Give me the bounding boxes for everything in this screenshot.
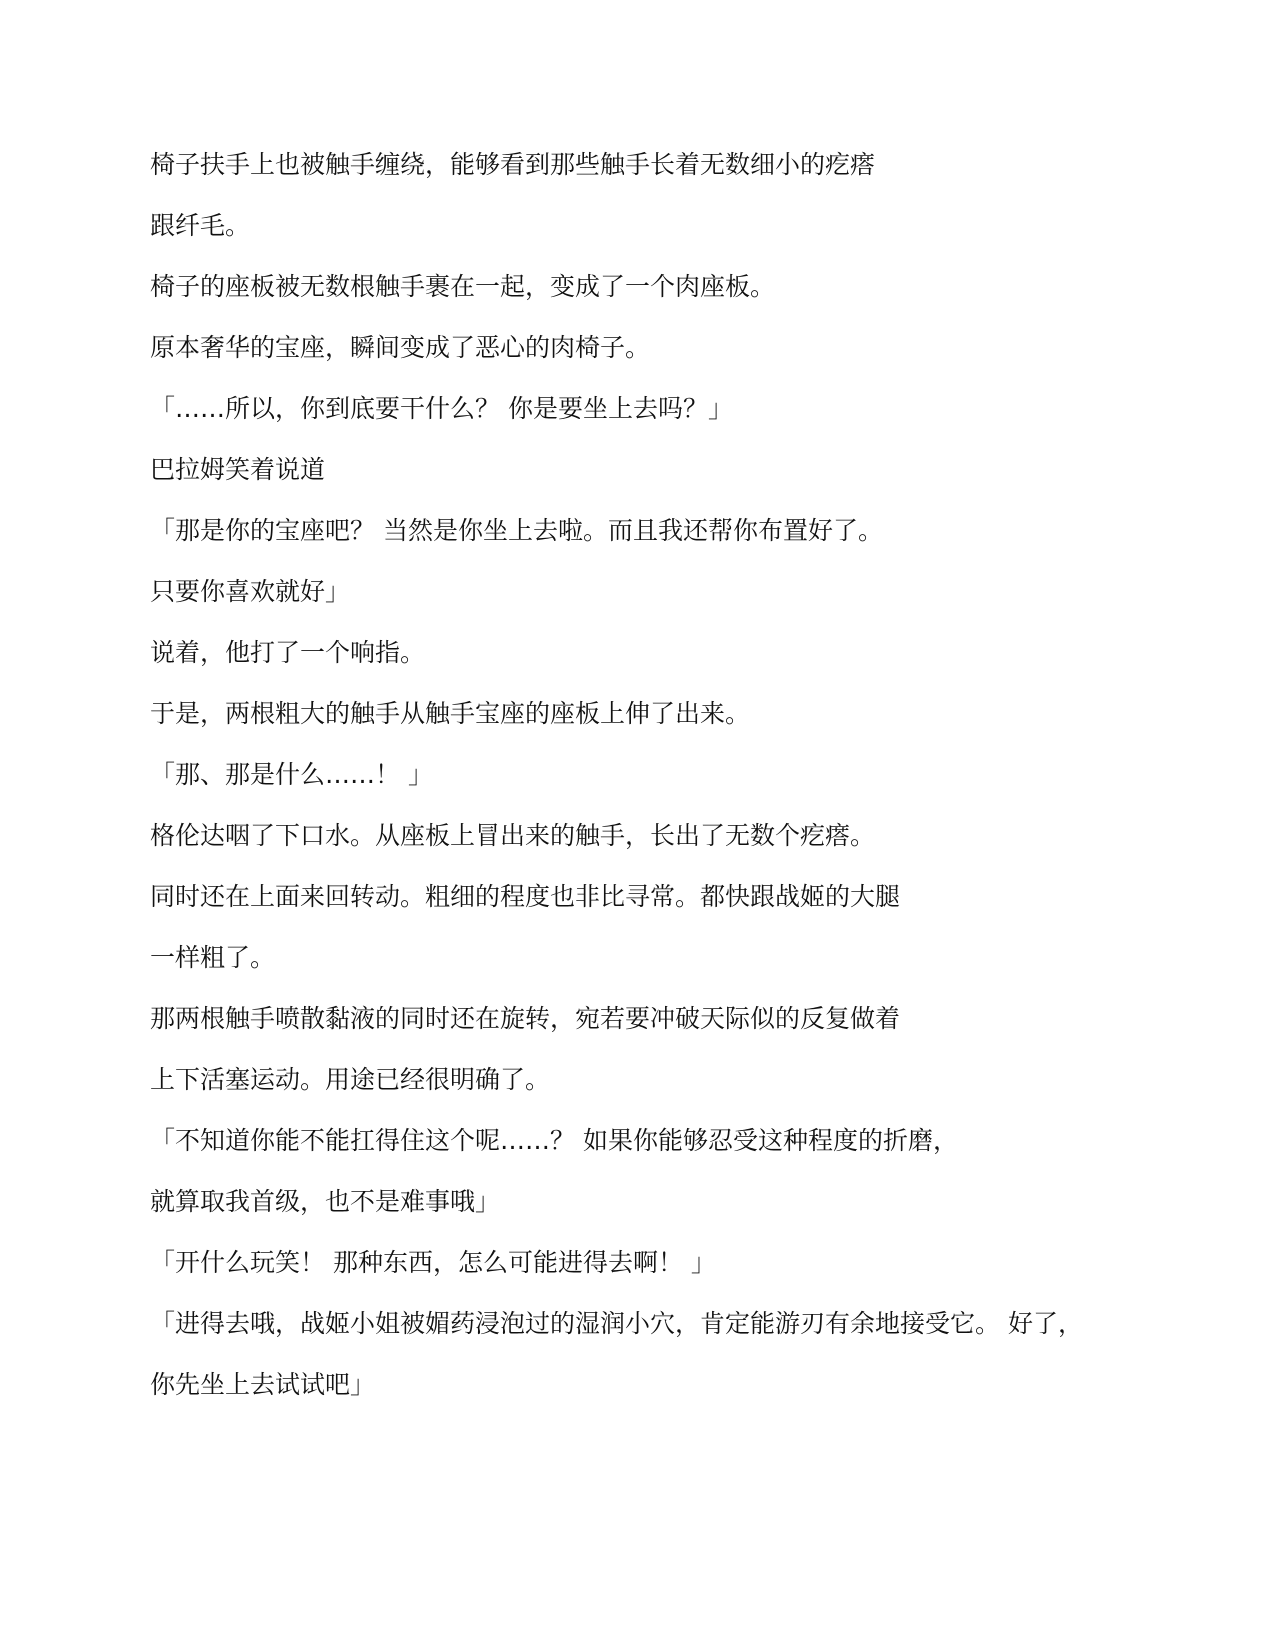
paragraph: 只要你喜欢就好」 bbox=[150, 577, 351, 606]
paragraph: 椅子的座板被无数根触手裹在一起，变成了一个肉座板。 bbox=[150, 272, 776, 301]
paragraph: 椅子扶手上也被触手缠绕，能够看到那些触手长着无数细小的疙瘩 bbox=[150, 150, 876, 179]
paragraph: 跟纤毛。 bbox=[150, 211, 251, 240]
paragraph: 于是，两根粗大的触手从触手宝座的座板上伸了出来。 bbox=[150, 699, 751, 728]
paragraph: 「那是你的宝座吧？ 当然是你坐上去啦。而且我还帮你布置好了。 bbox=[150, 516, 883, 545]
paragraph: 「那、那是什么……！ 」 bbox=[150, 760, 433, 789]
paragraph: 上下活塞运动。用途已经很明确了。 bbox=[150, 1065, 551, 1094]
paragraph: 「……所以，你到底要干什么？ 你是要坐上去吗？」 bbox=[150, 394, 733, 423]
paragraph: 说着，他打了一个响指。 bbox=[150, 638, 426, 667]
paragraph: 格伦达咽了下口水。从座板上冒出来的触手，长出了无数个疙瘩。 bbox=[150, 821, 876, 850]
paragraph: 同时还在上面来回转动。粗细的程度也非比寻常。都快跟战姬的大腿 bbox=[150, 882, 901, 911]
paragraph: 你先坐上去试试吧」 bbox=[150, 1370, 376, 1399]
paragraph: 巴拉姆笑着说道 bbox=[150, 455, 326, 484]
paragraph: 一样粗了。 bbox=[150, 943, 276, 972]
paragraph: 「开什么玩笑！ 那种东西，怎么可能进得去啊！ 」 bbox=[150, 1248, 716, 1277]
paragraph: 那两根触手喷散黏液的同时还在旋转，宛若要冲破天际似的反复做着 bbox=[150, 1004, 901, 1033]
document-page bbox=[150, 148, 1110, 1429]
paragraph: 原本奢华的宝座，瞬间变成了恶心的肉椅子。 bbox=[150, 333, 651, 362]
paragraph: 「进得去哦，战姬小姐被媚药浸泡过的湿润小穴，肯定能游刃有余地接受它。 好了， bbox=[150, 1309, 1083, 1338]
paragraph: 「不知道你能不能扛得住这个呢……？ 如果你能够忍受这种程度的折磨， bbox=[150, 1126, 958, 1155]
paragraph: 就算取我首级，也不是难事哦」 bbox=[150, 1187, 501, 1216]
